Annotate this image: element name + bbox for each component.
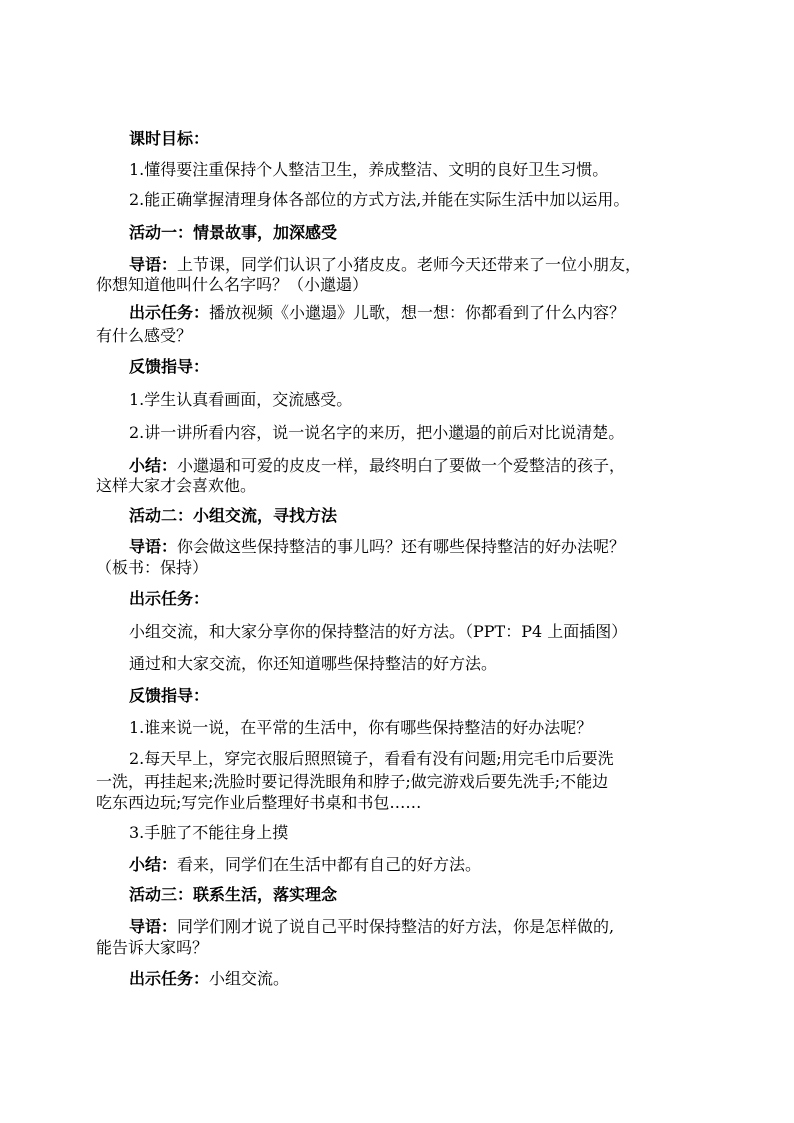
activity3-title: 活动三：联系生活，落实理念: [129, 885, 338, 904]
feedback-item: 2.讲一讲所看内容，说一说名字的来历，把小邋遢的前后对比说清楚。: [129, 423, 625, 442]
activity2-feedback-label: 反馈指导：: [129, 686, 210, 705]
goal-item: 2.能正确掌握清理身体各部位的方式方法,并能在实际生活中加以运用。: [129, 190, 630, 209]
intro-text: 你会做这些保持整洁的事儿吗？还有哪些保持整洁的好办法呢？: [177, 537, 626, 556]
activity1-intro-line: 你想知道他叫什么名字吗？（小邋遢）: [96, 275, 369, 294]
summary-label: 小结：: [129, 456, 178, 475]
activity3-intro-line: [129, 917, 794, 937]
activity1-feedback-label: 反馈指导：: [129, 357, 210, 376]
task-text: 小组交流。: [209, 969, 290, 988]
intro-label: 导语：: [129, 917, 178, 936]
feedback-item: 1.学生认真看画面，交流感受。: [129, 390, 353, 409]
feedback-item: 2.每天早上，穿完衣服后照照镜子，看看有没有问题;用完毛巾后要洗: [129, 749, 614, 768]
intro-text: 上节课，同学们认识了小猪皮皮。老师今天还带来了一位小朋友，: [177, 255, 642, 274]
activity1-task-line: [129, 303, 794, 323]
feedback-item: 1.谁来说一说，在平常的生活中，你有哪些保持整洁的好办法呢？: [129, 718, 593, 737]
intro-label: 导语：: [129, 255, 178, 274]
activity2-intro-line: [129, 537, 794, 557]
activity2-title: 活动二：小组交流，寻找方法: [129, 506, 338, 525]
activity2-task-label: 出示任务：: [129, 589, 210, 608]
task-label: 出示任务：: [129, 303, 210, 322]
task-text: 播放视频《小邋遢》儿歌，想一想：你都看到了什么内容？: [209, 303, 626, 322]
task-label: 出示任务：: [129, 969, 210, 988]
activity2-intro-line: （板书：保持）: [96, 558, 209, 577]
feedback-item-continued: 吃东西边玩;写完作业后整理好书桌和书包……: [96, 793, 422, 812]
activity1-summary-line: [129, 456, 794, 476]
summary-text: 小邋遢和可爱的皮皮一样，最终明白了要做一个爱整洁的孩子，: [177, 456, 626, 475]
feedback-item: 3.手脏了不能往身上摸: [129, 823, 289, 842]
activity2-summary-line: [129, 855, 794, 875]
activity1-title: 活动一：情景故事，加深感受: [129, 223, 338, 242]
feedback-item-continued: 一洗，再挂起来;洗脸时要记得洗眼角和脖子;做完游戏后要先洗手;不能边: [96, 772, 609, 791]
task-item: 通过和大家交流，你还知道哪些保持整洁的好方法。: [129, 654, 498, 673]
activity1-task-line: 有什么感受？: [96, 326, 193, 345]
goal-item: 1.懂得要注重保持个人整洁卫生，养成整洁、文明的良好卫生习惯。: [129, 160, 609, 179]
activity3-intro-line: 能告诉大家吗？: [96, 938, 209, 957]
task-item: 小组交流，和大家分享你的保持整洁的好方法。（PPT：P4 上面插图）: [129, 622, 628, 641]
intro-label: 导语：: [129, 537, 178, 556]
summary-label: 小结：: [129, 855, 178, 874]
summary-text: 看来，同学们在生活中都有自己的好方法。: [177, 855, 482, 874]
activity1-intro-line: [129, 255, 794, 275]
activity3-task-line: [129, 969, 794, 989]
activity1-summary-line: 这样大家才会喜欢他。: [96, 476, 257, 495]
heading-lesson-goals: 课时目标：: [129, 129, 210, 148]
intro-text: 同学们刚才说了说自己平时保持整洁的好方法，你是怎样做的,: [177, 917, 615, 936]
